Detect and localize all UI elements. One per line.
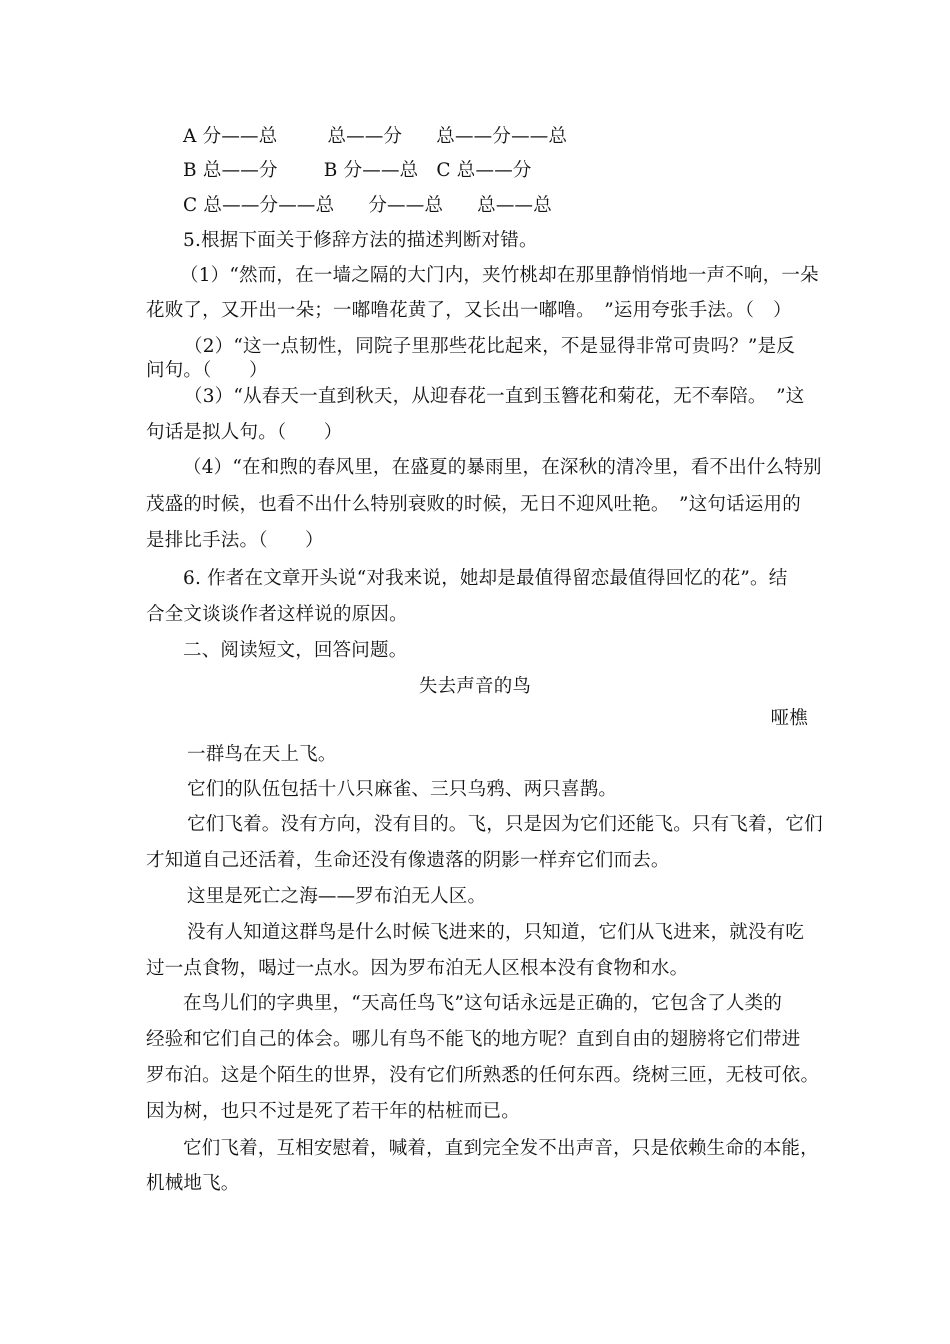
q5-item4-line3: 是排比手法。（ ） [146,530,324,551]
question-5-heading: 5.根据下面关于修辞方法的描述判断对错。 [183,230,538,251]
q5-item1-line2: 花败了，又开出一朵；一嘟噜花黄了，又长出一嘟噜。 ”运用夸张手法。（ ） [146,300,792,321]
article-para-4: 这里是死亡之海——罗布泊无人区。 [187,886,487,907]
option-c-1: C 总——分——总 [183,195,335,216]
option-a-2: 总——分 [327,126,403,147]
option-line-b [183,158,848,184]
q5-item2-line2: 问句。（ ） [146,360,268,381]
article-para-6-line2: 经验和它们自己的体会。哪儿有鸟不能飞的地方呢？直到自由的翅膀将它们带进 [146,1029,801,1050]
question-6-line1: 6. 作者在文章开头说“对我来说，她却是最值得留恋最值得回忆的花”。结 [183,568,788,589]
q5-item4-line1: （4）“在和煦的春风里，在盛夏的暴雨里，在深秋的清冷里，看不出什么特别 [183,457,822,478]
option-b-1: B 总——分 [183,160,278,181]
article-para-5-line2: 过一点食物，喝过一点水。因为罗布泊无人区根本没有食物和水。 [146,958,689,979]
article-title: 失去声音的鸟 [418,676,532,697]
q5-item1-line1: （1）“然而，在一墙之隔的大门内，夹竹桃却在那里静悄悄地一声不响，一朵 [180,265,819,286]
section-2-heading: 二、阅读短文，回答问题。 [183,640,408,661]
article-para-2: 它们的队伍包括十八只麻雀、三只乌鸦、两只喜鹊。 [187,779,618,800]
q5-item4-line2: 茂盛的时候，也看不出什么特别衰败的时候，无日不迎风吐艳。 ”这句话运用的 [146,494,801,515]
option-c-3: 总——总 [477,195,552,216]
q5-item3-line2: 句话是拟人句。（ ） [146,422,343,443]
option-line-c [183,193,848,219]
article-para-7-line2: 机械地飞。 [146,1173,240,1194]
article-para-6-line3: 罗布泊。这是个陌生的世界，没有它们所熟悉的任何东西。绕树三匝，无枝可依。 [146,1065,820,1086]
article-author: 哑樵 [770,708,808,729]
article-para-5-line1: 没有人知道这群鸟是什么时候飞进来的，只知道，它们从飞进来，就没有吃 [187,922,805,943]
option-a-3: 总——分——总 [436,126,568,147]
option-b-2: B 分——总 [323,160,419,181]
q5-item3-line1: （3）“从春天一直到秋天，从迎春花一直到玉簪花和菊花，无不奉陪。 ”这 [184,386,805,407]
option-a-1: A 分——总 [183,126,278,147]
question-6-line2: 合全文谈谈作者这样说的原因。 [146,604,408,625]
article-para-1: 一群鸟在天上飞。 [187,744,337,765]
q5-item2-line1: （2）“这一点韧性，同院子里那些花比起来，不是显得非常可贵吗？”是反 [184,336,795,357]
option-c-2: 分——总 [368,195,444,216]
article-para-6-line1: 在鸟儿们的字典里，“天高任鸟飞”这句话永远是正确的，它包含了人类的 [183,993,783,1014]
option-line-a [183,124,848,150]
article-para-7-line1: 它们飞着，互相安慰着，喊着，直到完全发不出声音，只是依赖生命的本能， [183,1138,819,1159]
option-b-3: C 总——分 [436,160,532,181]
article-para-6-line4: 因为树，也只不过是死了若干年的枯桩而已。 [146,1101,521,1122]
article-para-3-line2: 才知道自己还活着，生命还没有像遗落的阴影一样弃它们而去。 [146,850,670,871]
article-para-3-line1: 它们飞着。没有方向，没有目的。飞，只是因为它们还能飞。只有飞着，它们 [187,814,823,835]
